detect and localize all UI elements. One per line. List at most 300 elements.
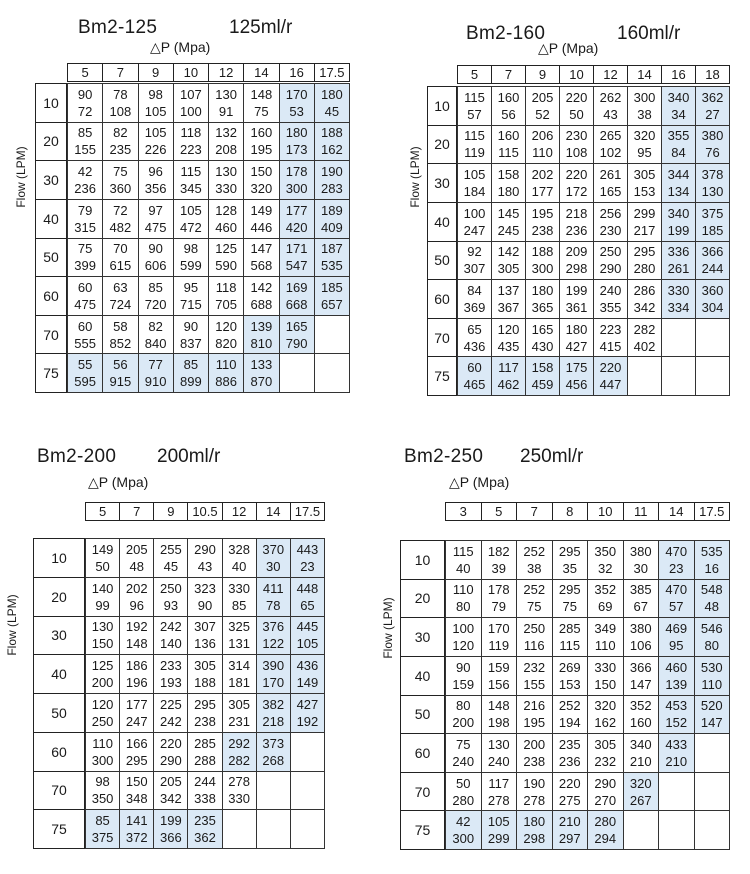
speed-value: 142 <box>250 279 273 295</box>
speed-value: 433 <box>665 736 688 752</box>
pressure-header <box>445 502 730 521</box>
torque-value: 236 <box>558 753 581 769</box>
data-cell <box>588 734 624 773</box>
data-cell <box>552 734 588 773</box>
torque-value: 85 <box>231 597 247 613</box>
torque-value: 38 <box>637 106 652 122</box>
speed-value: 443 <box>296 541 319 557</box>
speed-value: 220 <box>599 360 622 376</box>
speed-value: 178 <box>285 164 308 180</box>
torque-value: 148 <box>125 636 148 652</box>
torque-value: 245 <box>497 222 520 238</box>
pressure-header-cell: 10 <box>588 503 624 521</box>
speed-value: 230 <box>565 128 588 144</box>
speed-value: 199 <box>160 813 182 829</box>
speed-value: 137 <box>497 282 520 298</box>
speed-value: 115 <box>452 543 474 559</box>
torque-value: 837 <box>180 335 202 351</box>
speed-value: 185 <box>321 279 343 295</box>
speed-value: 199 <box>565 282 588 298</box>
speed-value: 72 <box>113 202 128 218</box>
speed-value: 110 <box>92 735 113 751</box>
torque-value: 75 <box>527 599 542 615</box>
torque-value: 840 <box>144 335 167 351</box>
pressure-header-cell: 7 <box>120 503 154 521</box>
speed-value: 140 <box>91 580 114 596</box>
speed-value: 360 <box>701 282 724 298</box>
speed-value: 150 <box>125 774 148 790</box>
data-cell <box>588 811 624 850</box>
torque-value: 57 <box>467 106 482 122</box>
torque-value: 705 <box>215 296 237 312</box>
torque-value: 367 <box>497 299 520 315</box>
torque-value: 724 <box>109 296 132 312</box>
data-cell <box>517 656 553 695</box>
torque-value: 155 <box>523 676 546 692</box>
flow-row-label: 75 <box>36 354 67 393</box>
speed-value: 305 <box>633 167 656 183</box>
torque-value: 300 <box>452 831 475 847</box>
torque-value: 307 <box>463 261 486 277</box>
speed-value: 292 <box>228 735 250 751</box>
torque-value: 790 <box>285 335 308 351</box>
data-cell <box>481 656 517 695</box>
speed-value: 178 <box>487 582 510 598</box>
torque-value: 409 <box>321 219 343 235</box>
torque-value: 150 <box>594 676 617 692</box>
speed-value: 314 <box>228 658 250 674</box>
torque-value: 240 <box>452 753 475 769</box>
torque-value: 119 <box>488 638 510 654</box>
torque-value: 149 <box>296 675 319 691</box>
speed-value: 265 <box>599 128 622 144</box>
flow-axis-label: Flow (LPM) <box>408 146 422 208</box>
speed-value: 225 <box>160 696 182 712</box>
speed-value: 190 <box>321 164 343 180</box>
torque-value: 231 <box>228 713 250 729</box>
speed-value: 63 <box>113 279 128 295</box>
speed-value: 376 <box>262 619 285 635</box>
speed-value: 177 <box>125 696 148 712</box>
speed-value: 220 <box>160 735 182 751</box>
data-cell <box>694 811 730 850</box>
speed-value: 453 <box>665 698 688 714</box>
data-cell <box>517 579 553 618</box>
displacement-label: 125ml/r <box>229 17 293 38</box>
torque-value: 147 <box>629 676 652 692</box>
speed-value: 380 <box>701 128 724 144</box>
data-cell <box>517 811 553 850</box>
speed-value: 186 <box>125 658 148 674</box>
speed-value: 175 <box>565 360 588 376</box>
torque-value: 238 <box>194 713 216 729</box>
data-cell <box>588 695 624 734</box>
data-cell <box>481 734 517 773</box>
torque-value: 606 <box>144 258 167 274</box>
data-cell <box>623 811 659 850</box>
torque-value: 198 <box>487 715 510 731</box>
torque-value: 852 <box>109 335 132 351</box>
torque-value: 188 <box>194 675 216 691</box>
torque-value: 236 <box>74 181 96 197</box>
speed-value: 295 <box>633 244 656 260</box>
torque-value: 177 <box>531 184 554 200</box>
torque-value: 91 <box>218 103 234 119</box>
speed-value: 90 <box>77 86 93 102</box>
torque-value: 155 <box>74 142 96 158</box>
pressure-axis-label: △P (Mpa) <box>150 39 211 55</box>
speed-value: 232 <box>523 659 546 675</box>
speed-value: 530 <box>700 659 723 675</box>
torque-value: 165 <box>599 184 622 200</box>
speed-value: 159 <box>487 659 510 675</box>
torque-value: 870 <box>250 374 273 390</box>
speed-value: 42 <box>456 814 471 830</box>
torque-value: 240 <box>487 753 510 769</box>
torque-value: 810 <box>250 335 273 351</box>
torque-value: 399 <box>74 258 96 274</box>
speed-value: 78 <box>113 86 128 102</box>
torque-value: 568 <box>250 258 273 274</box>
torque-value: 472 <box>180 219 202 235</box>
torque-value: 38 <box>527 560 542 576</box>
pressure-header-cell: 12 <box>209 64 244 82</box>
speed-value: 165 <box>285 318 308 334</box>
speed-value: 149 <box>250 202 273 218</box>
data-cell <box>517 772 553 811</box>
pressure-header-cell: 12 <box>594 66 628 84</box>
torque-value: 420 <box>285 219 308 235</box>
speed-value: 390 <box>262 658 285 674</box>
speed-value: 110 <box>215 357 237 373</box>
torque-value: 139 <box>665 676 688 692</box>
torque-value: 338 <box>194 791 216 807</box>
speed-value: 305 <box>594 736 617 752</box>
speed-value: 295 <box>558 543 581 559</box>
data-cell <box>446 618 482 657</box>
flow-row-label: 30 <box>34 616 85 655</box>
speed-value: 120 <box>497 321 520 337</box>
data-cell <box>659 541 695 580</box>
torque-value: 366 <box>160 830 182 846</box>
data-cell <box>552 656 588 695</box>
torque-value: 280 <box>633 261 656 277</box>
speed-value: 252 <box>558 698 581 714</box>
speed-value: 195 <box>531 205 554 221</box>
torque-value: 100 <box>180 103 202 119</box>
data-cell <box>588 656 624 695</box>
torque-value: 715 <box>180 296 202 312</box>
torque-value: 208 <box>215 142 237 158</box>
torque-value: 108 <box>109 103 132 119</box>
data-cell <box>446 579 482 618</box>
pressure-header-cell: 18 <box>696 66 730 84</box>
speed-value: 105 <box>180 202 202 218</box>
pressure-header-cell: 10.5 <box>188 503 222 521</box>
flow-row-label: 20 <box>428 125 457 164</box>
speed-value: 90 <box>148 241 163 257</box>
speed-value: 130 <box>487 736 510 752</box>
torque-value: 355 <box>599 299 622 315</box>
torque-value: 69 <box>598 599 613 615</box>
flow-row-label: 60 <box>401 734 445 773</box>
speed-value: 141 <box>125 813 148 829</box>
flow-row-label: 20 <box>34 577 85 616</box>
speed-value: 330 <box>667 282 690 298</box>
table-row <box>446 811 730 850</box>
data-cell <box>659 618 695 657</box>
speed-value: 328 <box>228 541 250 557</box>
torque-value: 238 <box>531 222 554 238</box>
speed-value: 205 <box>160 774 182 790</box>
data-cell <box>588 618 624 657</box>
pressure-header-cell: 5 <box>458 66 492 84</box>
pressure-header-cell: 3 <box>446 503 482 521</box>
flow-axis-label: Flow (LPM) <box>381 597 395 659</box>
pressure-header-cell: 8 <box>552 503 588 521</box>
speed-value: 220 <box>565 89 588 105</box>
data-cell <box>481 811 517 850</box>
data-cell <box>694 772 730 811</box>
speed-value: 300 <box>633 89 656 105</box>
speed-value: 105 <box>463 167 486 183</box>
torque-value: 75 <box>562 599 577 615</box>
speed-value: 210 <box>558 814 581 830</box>
model-title: Bm2-200 <box>37 446 117 467</box>
speed-value: 261 <box>599 167 622 183</box>
data-cell <box>694 579 730 618</box>
speed-value: 220 <box>558 775 581 791</box>
torque-value: 290 <box>599 261 622 277</box>
speed-value: 165 <box>531 321 554 337</box>
speed-value: 445 <box>296 619 319 635</box>
speed-value: 97 <box>148 202 163 218</box>
torque-value: 172 <box>565 184 588 200</box>
torque-value: 342 <box>633 299 656 315</box>
torque-value: 547 <box>285 258 308 274</box>
flow-row-label: 30 <box>36 161 67 200</box>
flow-row-label: 30 <box>401 618 445 657</box>
torque-value: 267 <box>629 792 652 808</box>
speed-value: 380 <box>629 543 652 559</box>
torque-value: 181 <box>228 675 250 691</box>
speed-value: 90 <box>183 318 199 334</box>
flow-row-label: 60 <box>34 732 85 771</box>
torque-value: 110 <box>701 676 723 692</box>
torque-value: 218 <box>262 713 285 729</box>
torque-value: 115 <box>559 638 581 654</box>
pressure-header-cell: 17.5 <box>314 64 349 82</box>
flow-column <box>400 540 445 850</box>
speed-value: 100 <box>452 621 475 637</box>
torque-value: 105 <box>296 636 319 652</box>
speed-value: 233 <box>160 658 182 674</box>
torque-value: 300 <box>531 261 554 277</box>
pressure-header-cell: 7 <box>492 66 526 84</box>
speed-value: 320 <box>633 128 656 144</box>
flow-row-label: 50 <box>36 238 67 277</box>
flow-row-label: 40 <box>428 202 457 241</box>
speed-value: 96 <box>148 164 163 180</box>
speed-value: 350 <box>594 543 617 559</box>
torque-value: 482 <box>109 219 132 235</box>
torque-value: 242 <box>160 713 182 729</box>
speed-value: 65 <box>467 321 482 337</box>
speed-value: 448 <box>296 580 319 596</box>
speed-value: 380 <box>629 621 652 637</box>
torque-value: 415 <box>599 338 622 354</box>
torque-value: 446 <box>250 219 273 235</box>
torque-value: 305 <box>497 261 520 277</box>
speed-value: 535 <box>700 543 723 559</box>
data-cell <box>659 734 695 773</box>
speed-value: 190 <box>523 775 546 791</box>
torque-value: 290 <box>160 752 182 768</box>
speed-value: 158 <box>531 360 554 376</box>
pressure-header-cell: 12 <box>222 503 256 521</box>
speed-value: 349 <box>594 621 617 637</box>
torque-value: 194 <box>558 715 581 731</box>
torque-value: 56 <box>501 106 516 122</box>
speed-value: 169 <box>285 279 308 295</box>
speed-value: 170 <box>487 621 510 637</box>
torque-value: 76 <box>705 145 720 161</box>
torque-value: 250 <box>91 713 114 729</box>
pressure-header-cell: 14 <box>628 66 662 84</box>
speed-value: 105 <box>144 125 167 141</box>
speed-value: 100 <box>463 205 486 221</box>
torque-value: 217 <box>633 222 656 238</box>
data-cell <box>694 618 730 657</box>
speed-value: 427 <box>296 696 319 712</box>
torque-value: 195 <box>523 715 546 731</box>
speed-value: 180 <box>531 282 554 298</box>
torque-value: 122 <box>262 636 285 652</box>
torque-value: 270 <box>594 792 617 808</box>
speed-value: 385 <box>629 582 652 598</box>
torque-value: 195 <box>250 142 273 158</box>
speed-value: 189 <box>321 202 343 218</box>
table-row <box>446 618 730 657</box>
torque-value: 462 <box>497 377 520 393</box>
data-cell <box>517 541 553 580</box>
torque-value: 67 <box>633 599 648 615</box>
speed-value: 305 <box>228 696 250 712</box>
torque-value: 30 <box>266 558 281 574</box>
speed-value: 252 <box>523 582 546 598</box>
torque-value: 361 <box>565 299 588 315</box>
torque-value: 465 <box>463 377 486 393</box>
torque-value: 140 <box>160 636 182 652</box>
pressure-header-cell: 5 <box>481 503 517 521</box>
speed-value: 98 <box>183 241 199 257</box>
speed-value: 336 <box>667 244 690 260</box>
speed-value: 120 <box>91 696 114 712</box>
speed-value: 209 <box>565 244 588 260</box>
speed-value: 177 <box>285 202 308 218</box>
speed-value: 344 <box>667 167 690 183</box>
speed-value: 188 <box>321 125 343 141</box>
torque-value: 134 <box>667 184 690 200</box>
torque-value: 369 <box>463 299 486 315</box>
speed-value: 42 <box>77 164 93 180</box>
torque-value: 668 <box>285 296 308 312</box>
pressure-axis-label: △P (Mpa) <box>88 474 149 490</box>
torque-value: 238 <box>523 753 546 769</box>
speed-value: 250 <box>160 580 182 596</box>
model-title: Bm2-160 <box>466 23 546 44</box>
table-row <box>446 541 730 580</box>
speed-value: 117 <box>488 775 510 791</box>
torque-value: 120 <box>452 638 475 654</box>
data-cell <box>517 695 553 734</box>
torque-value: 330 <box>228 791 250 807</box>
flow-row-label: 75 <box>428 357 457 396</box>
torque-value: 173 <box>285 142 308 158</box>
pressure-header-cell: 17.5 <box>290 503 324 521</box>
flow-axis-label: Flow (LPM) <box>5 594 19 656</box>
torque-value: 298 <box>565 261 588 277</box>
flow-row-label: 30 <box>428 164 457 203</box>
torque-value: 152 <box>665 715 688 731</box>
speed-value: 250 <box>523 621 546 637</box>
speed-value: 117 <box>498 360 519 376</box>
torque-value: 298 <box>523 831 546 847</box>
data-cell <box>446 656 482 695</box>
speed-value: 520 <box>700 698 723 714</box>
data-cell <box>623 734 659 773</box>
torque-value: 210 <box>629 753 652 769</box>
speed-value: 180 <box>565 321 588 337</box>
speed-value: 548 <box>700 582 723 598</box>
torque-value: 430 <box>531 338 554 354</box>
data-cell <box>481 541 517 580</box>
flow-row-label: 70 <box>36 315 67 354</box>
speed-value: 92 <box>467 244 482 260</box>
speed-value: 115 <box>464 128 485 144</box>
torque-value: 27 <box>705 106 720 122</box>
speed-value: 171 <box>285 241 308 257</box>
speed-value: 235 <box>558 736 581 752</box>
speed-value: 269 <box>558 659 581 675</box>
speed-value: 470 <box>665 543 688 559</box>
speed-value: 320 <box>629 775 652 791</box>
torque-value: 460 <box>215 219 237 235</box>
torque-value: 362 <box>194 830 216 846</box>
speed-value: 85 <box>148 279 163 295</box>
flow-row-label: 10 <box>401 541 445 580</box>
torque-value: 200 <box>91 675 114 691</box>
flow-row-label: 50 <box>34 694 85 733</box>
speed-value: 170 <box>285 86 308 102</box>
torque-value: 95 <box>637 145 652 161</box>
torque-value: 226 <box>144 142 167 158</box>
torque-value: 334 <box>667 299 690 315</box>
speed-value: 295 <box>558 582 581 598</box>
speed-value: 375 <box>701 205 724 221</box>
torque-value: 72 <box>77 103 93 119</box>
torque-value: 162 <box>321 142 343 158</box>
data-cell <box>694 695 730 734</box>
torque-value: 427 <box>565 338 588 354</box>
torque-value: 599 <box>180 258 202 274</box>
speed-value: 460 <box>665 659 688 675</box>
speed-value: 235 <box>194 813 216 829</box>
speed-value: 216 <box>523 698 546 714</box>
speed-value: 56 <box>113 357 128 373</box>
speed-value: 166 <box>125 735 148 751</box>
data-cell <box>623 656 659 695</box>
